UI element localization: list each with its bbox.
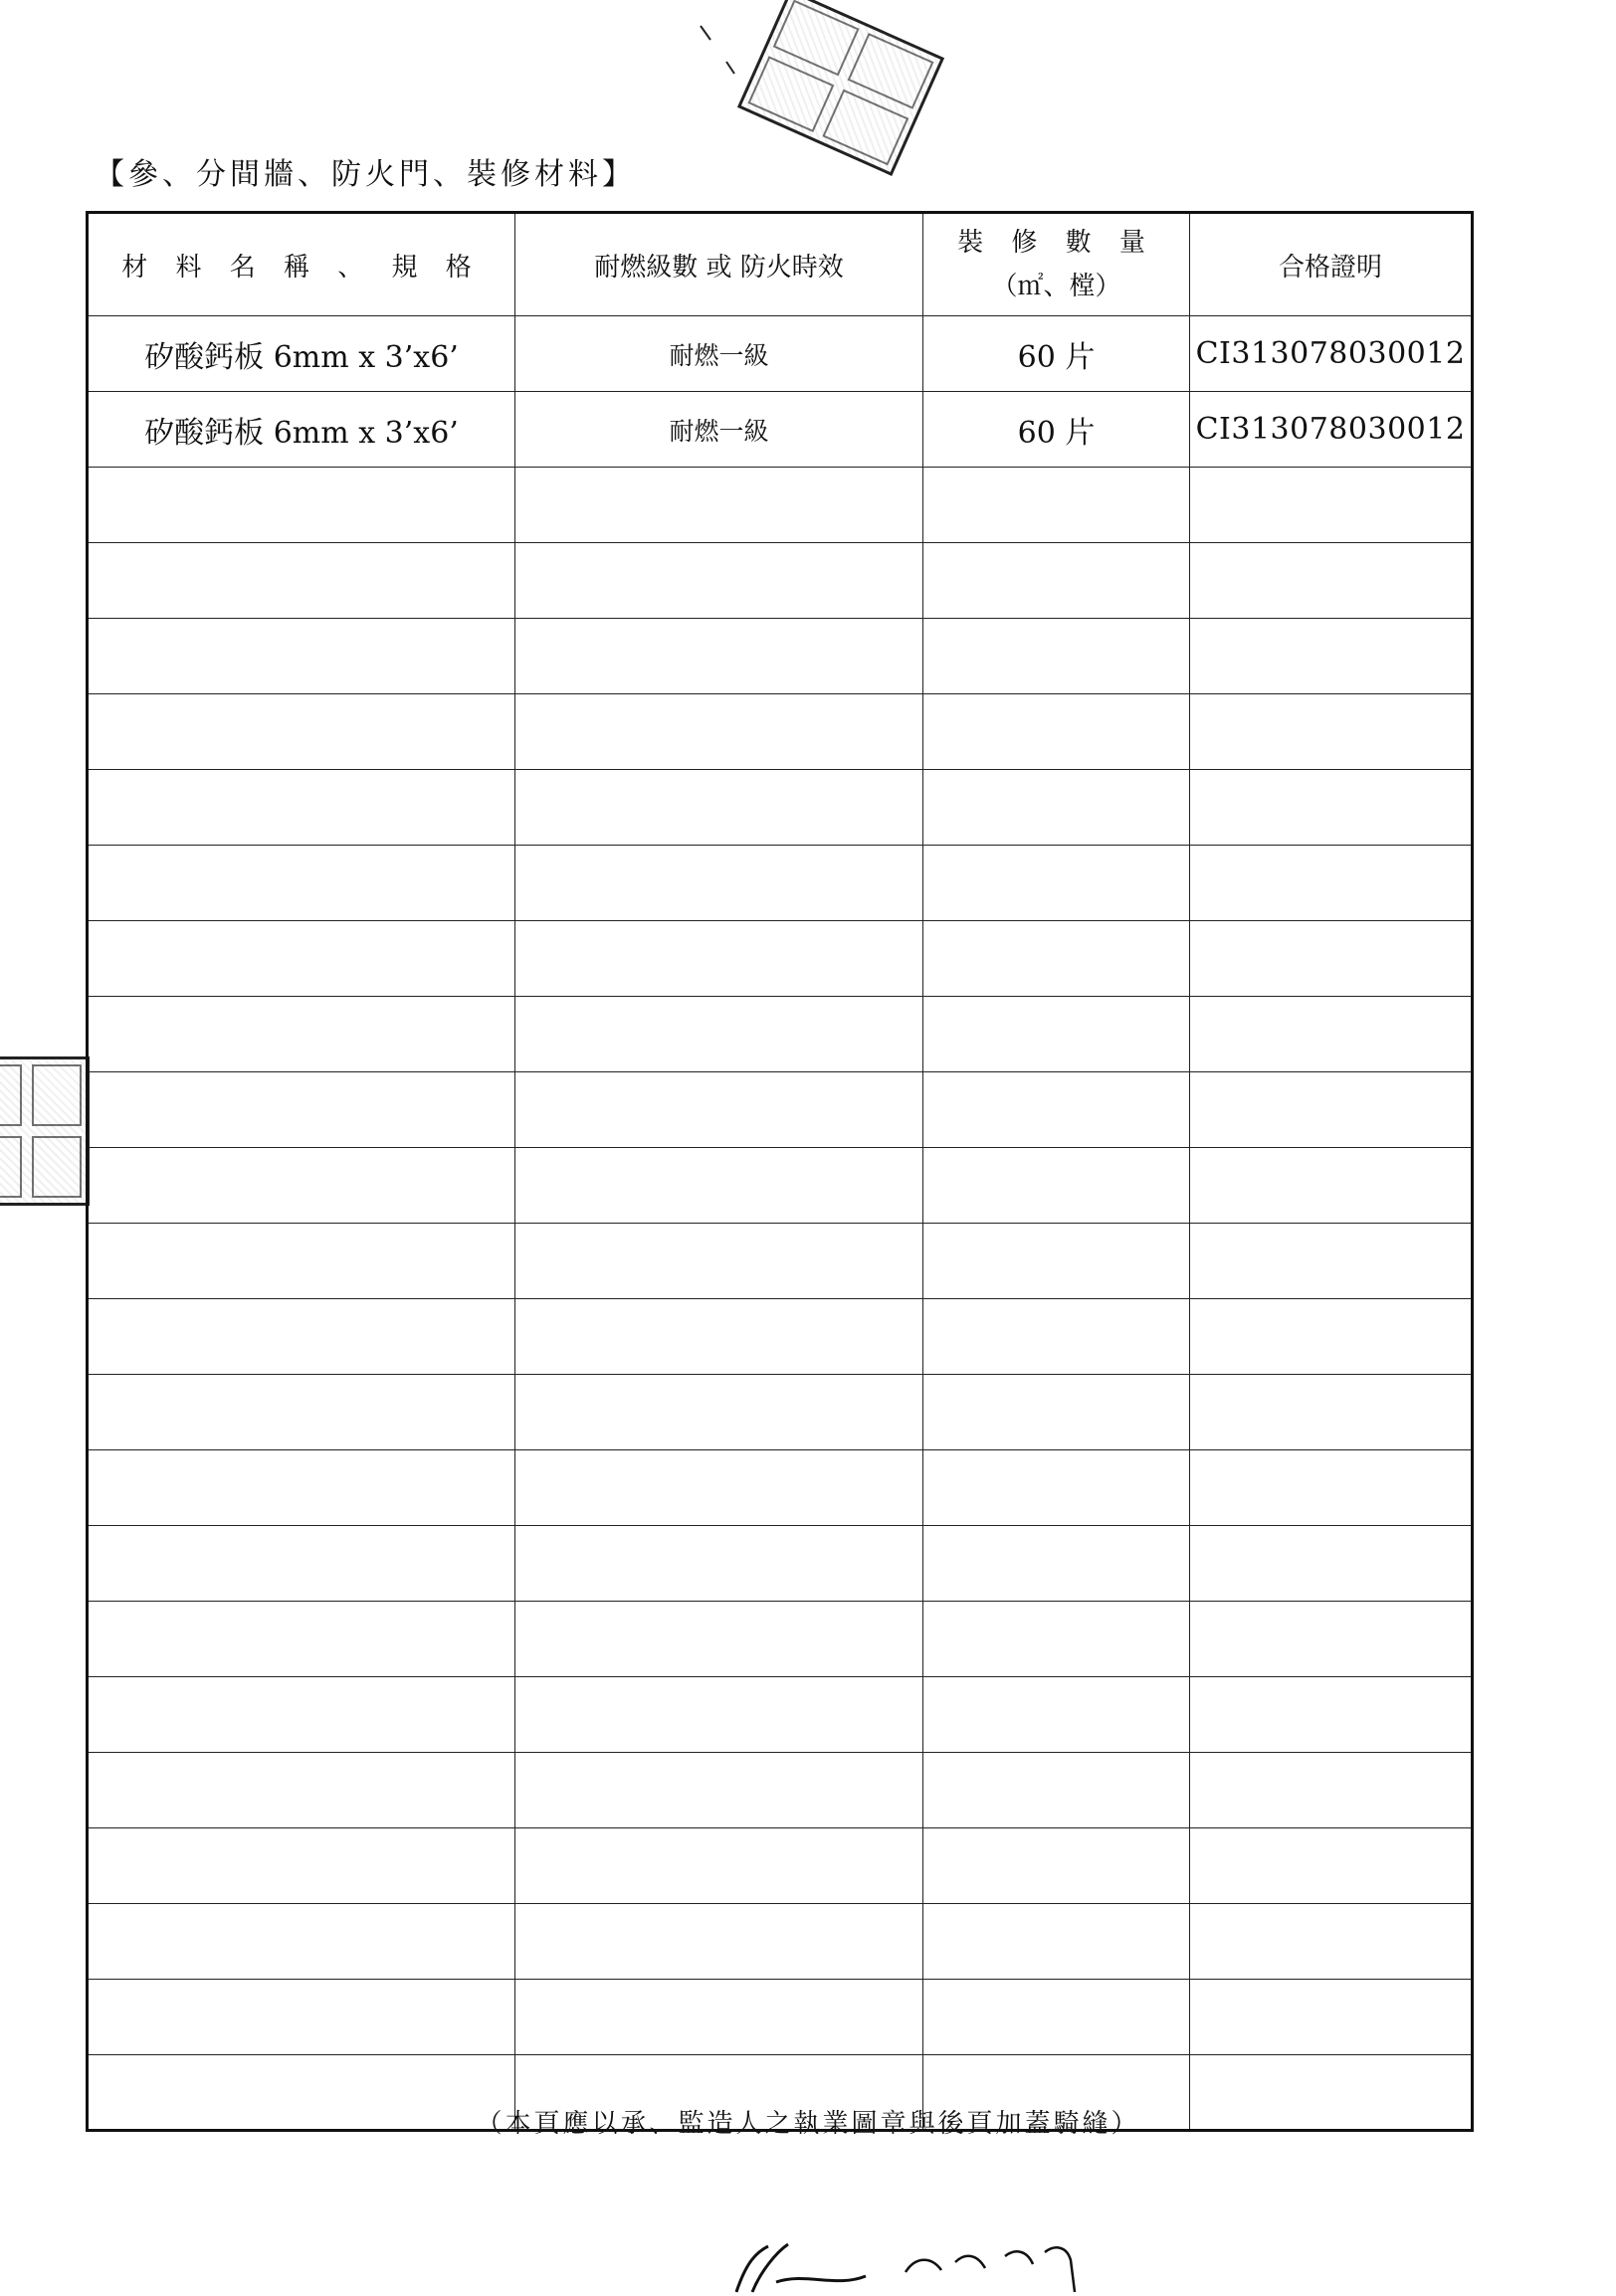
header-quantity-unit: （㎡、樘） xyxy=(991,272,1121,301)
cell-quantity xyxy=(923,1753,1190,1828)
table-body xyxy=(88,316,1473,2131)
cell-material xyxy=(88,997,515,1072)
cell-rating xyxy=(515,1148,923,1224)
cell-quantity xyxy=(923,1828,1190,1904)
cell-rating xyxy=(515,846,923,921)
cell-certificate xyxy=(1190,921,1473,997)
table-row xyxy=(88,1828,1473,1904)
cell-rating xyxy=(515,1526,923,1602)
section-title: 【參、分間牆、防火門、裝修材料】 xyxy=(95,157,636,192)
cell-material xyxy=(88,619,515,694)
cell-quantity xyxy=(923,1526,1190,1602)
cell-certificate xyxy=(1190,1148,1473,1224)
cell-rating xyxy=(515,1299,923,1375)
cell-quantity xyxy=(923,1148,1190,1224)
cell-material xyxy=(88,543,515,619)
header-certificate: 合格證明 xyxy=(1190,213,1473,316)
cell-quantity: 60 片 xyxy=(923,316,1190,392)
cell-rating: 耐燃一級 xyxy=(515,316,923,392)
cell-rating xyxy=(515,1602,923,1677)
cell-rating xyxy=(515,1224,923,1299)
cell-quantity xyxy=(923,619,1190,694)
table-row xyxy=(88,1299,1473,1375)
cell-certificate xyxy=(1190,1602,1473,1677)
cell-rating xyxy=(515,1904,923,1980)
cell-quantity xyxy=(923,1375,1190,1450)
cell-rating xyxy=(515,543,923,619)
stamp-tick-marks-icon xyxy=(697,22,756,82)
cell-material: 矽酸鈣板 6mm x 3’x6’ xyxy=(88,392,515,468)
cell-material xyxy=(88,1980,515,2055)
cell-certificate xyxy=(1190,1375,1473,1450)
table-row xyxy=(88,1148,1473,1224)
cell-rating xyxy=(515,1677,923,1753)
top-seal-stamp-icon xyxy=(737,0,944,176)
cell-material xyxy=(88,694,515,770)
cell-quantity xyxy=(923,694,1190,770)
cell-certificate xyxy=(1190,1072,1473,1148)
cell-certificate xyxy=(1190,543,1473,619)
table-row xyxy=(88,846,1473,921)
cell-material: 矽酸鈣板 6mm x 3’x6’ xyxy=(88,316,515,392)
cell-rating xyxy=(515,1450,923,1526)
cell-rating xyxy=(515,770,923,846)
header-row xyxy=(88,213,1473,316)
cell-certificate xyxy=(1190,1224,1473,1299)
cell-certificate xyxy=(1190,846,1473,921)
cell-certificate xyxy=(1190,770,1473,846)
cell-rating xyxy=(515,1072,923,1148)
cell-material xyxy=(88,1904,515,1980)
cell-material xyxy=(88,1753,515,1828)
cell-quantity xyxy=(923,997,1190,1072)
table-row xyxy=(88,543,1473,619)
header-quantity-label: 裝 修 數 量 xyxy=(957,228,1155,258)
cell-certificate xyxy=(1190,1980,1473,2055)
table-row xyxy=(88,1980,1473,2055)
table-row xyxy=(88,1224,1473,1299)
cell-material xyxy=(88,921,515,997)
cell-certificate: CI313078030012 xyxy=(1190,392,1473,468)
table-row xyxy=(88,1526,1473,1602)
cell-material xyxy=(88,1299,515,1375)
cell-certificate xyxy=(1190,619,1473,694)
cell-rating xyxy=(515,997,923,1072)
table-row xyxy=(88,770,1473,846)
cell-certificate xyxy=(1190,1526,1473,1602)
header-quantity xyxy=(923,213,1190,316)
cell-material xyxy=(88,1148,515,1224)
cell-rating xyxy=(515,1980,923,2055)
cell-quantity xyxy=(923,1072,1190,1148)
cell-material xyxy=(88,1224,515,1299)
header-material: 材 料 名 稱 、 規 格 xyxy=(88,213,515,316)
cell-rating xyxy=(515,1375,923,1450)
cell-quantity: 60 片 xyxy=(923,392,1190,468)
cell-material xyxy=(88,1828,515,1904)
cell-quantity xyxy=(923,1450,1190,1526)
cell-quantity xyxy=(923,770,1190,846)
signature-icon xyxy=(716,2242,1095,2296)
cell-material xyxy=(88,1526,515,1602)
header-rating: 耐燃級數 或 防火時效 xyxy=(515,213,923,316)
cell-rating xyxy=(515,1753,923,1828)
cell-quantity xyxy=(923,1904,1190,1980)
table-row xyxy=(88,468,1473,543)
cell-rating xyxy=(515,694,923,770)
cell-certificate xyxy=(1190,1677,1473,1753)
cell-material xyxy=(88,1602,515,1677)
cell-rating xyxy=(515,619,923,694)
cell-material xyxy=(88,1450,515,1526)
cell-rating xyxy=(515,468,923,543)
cell-certificate xyxy=(1190,1904,1473,1980)
table-row xyxy=(88,1753,1473,1828)
table-row xyxy=(88,694,1473,770)
cell-quantity xyxy=(923,846,1190,921)
cell-certificate: CI313078030012 xyxy=(1190,316,1473,392)
table-row xyxy=(88,1375,1473,1450)
cell-material xyxy=(88,846,515,921)
cell-quantity xyxy=(923,1224,1190,1299)
cell-quantity xyxy=(923,921,1190,997)
materials-table xyxy=(86,211,1474,2132)
table-row xyxy=(88,921,1473,997)
cell-quantity xyxy=(923,1299,1190,1375)
cell-rating xyxy=(515,921,923,997)
cell-certificate xyxy=(1190,468,1473,543)
table-row xyxy=(88,1072,1473,1148)
cell-certificate xyxy=(1190,1828,1473,1904)
table-row xyxy=(88,619,1473,694)
cell-material xyxy=(88,1375,515,1450)
cell-certificate xyxy=(1190,1450,1473,1526)
cell-material xyxy=(88,1072,515,1148)
table-row xyxy=(88,316,1473,392)
cell-certificate xyxy=(1190,1753,1473,1828)
cell-material xyxy=(88,1677,515,1753)
table-row xyxy=(88,1904,1473,1980)
cell-quantity xyxy=(923,1602,1190,1677)
cell-quantity xyxy=(923,468,1190,543)
left-seal-stamp-icon xyxy=(0,1056,90,1206)
cell-certificate xyxy=(1190,997,1473,1072)
cell-rating: 耐燃一級 xyxy=(515,392,923,468)
cell-material xyxy=(88,770,515,846)
cell-quantity xyxy=(923,543,1190,619)
cell-quantity xyxy=(923,1980,1190,2055)
cell-certificate xyxy=(1190,694,1473,770)
table-row xyxy=(88,1677,1473,1753)
cell-rating xyxy=(515,1828,923,1904)
cell-material xyxy=(88,468,515,543)
footer-note: （本頁應以承、監造人之執業圖章與後頁加蓋騎縫） xyxy=(476,2109,1140,2139)
cell-certificate xyxy=(1190,1299,1473,1375)
table-row xyxy=(88,1602,1473,1677)
cell-quantity xyxy=(923,1677,1190,1753)
table-row xyxy=(88,392,1473,468)
table-header xyxy=(88,213,1473,316)
table-row xyxy=(88,997,1473,1072)
table-row xyxy=(88,1450,1473,1526)
